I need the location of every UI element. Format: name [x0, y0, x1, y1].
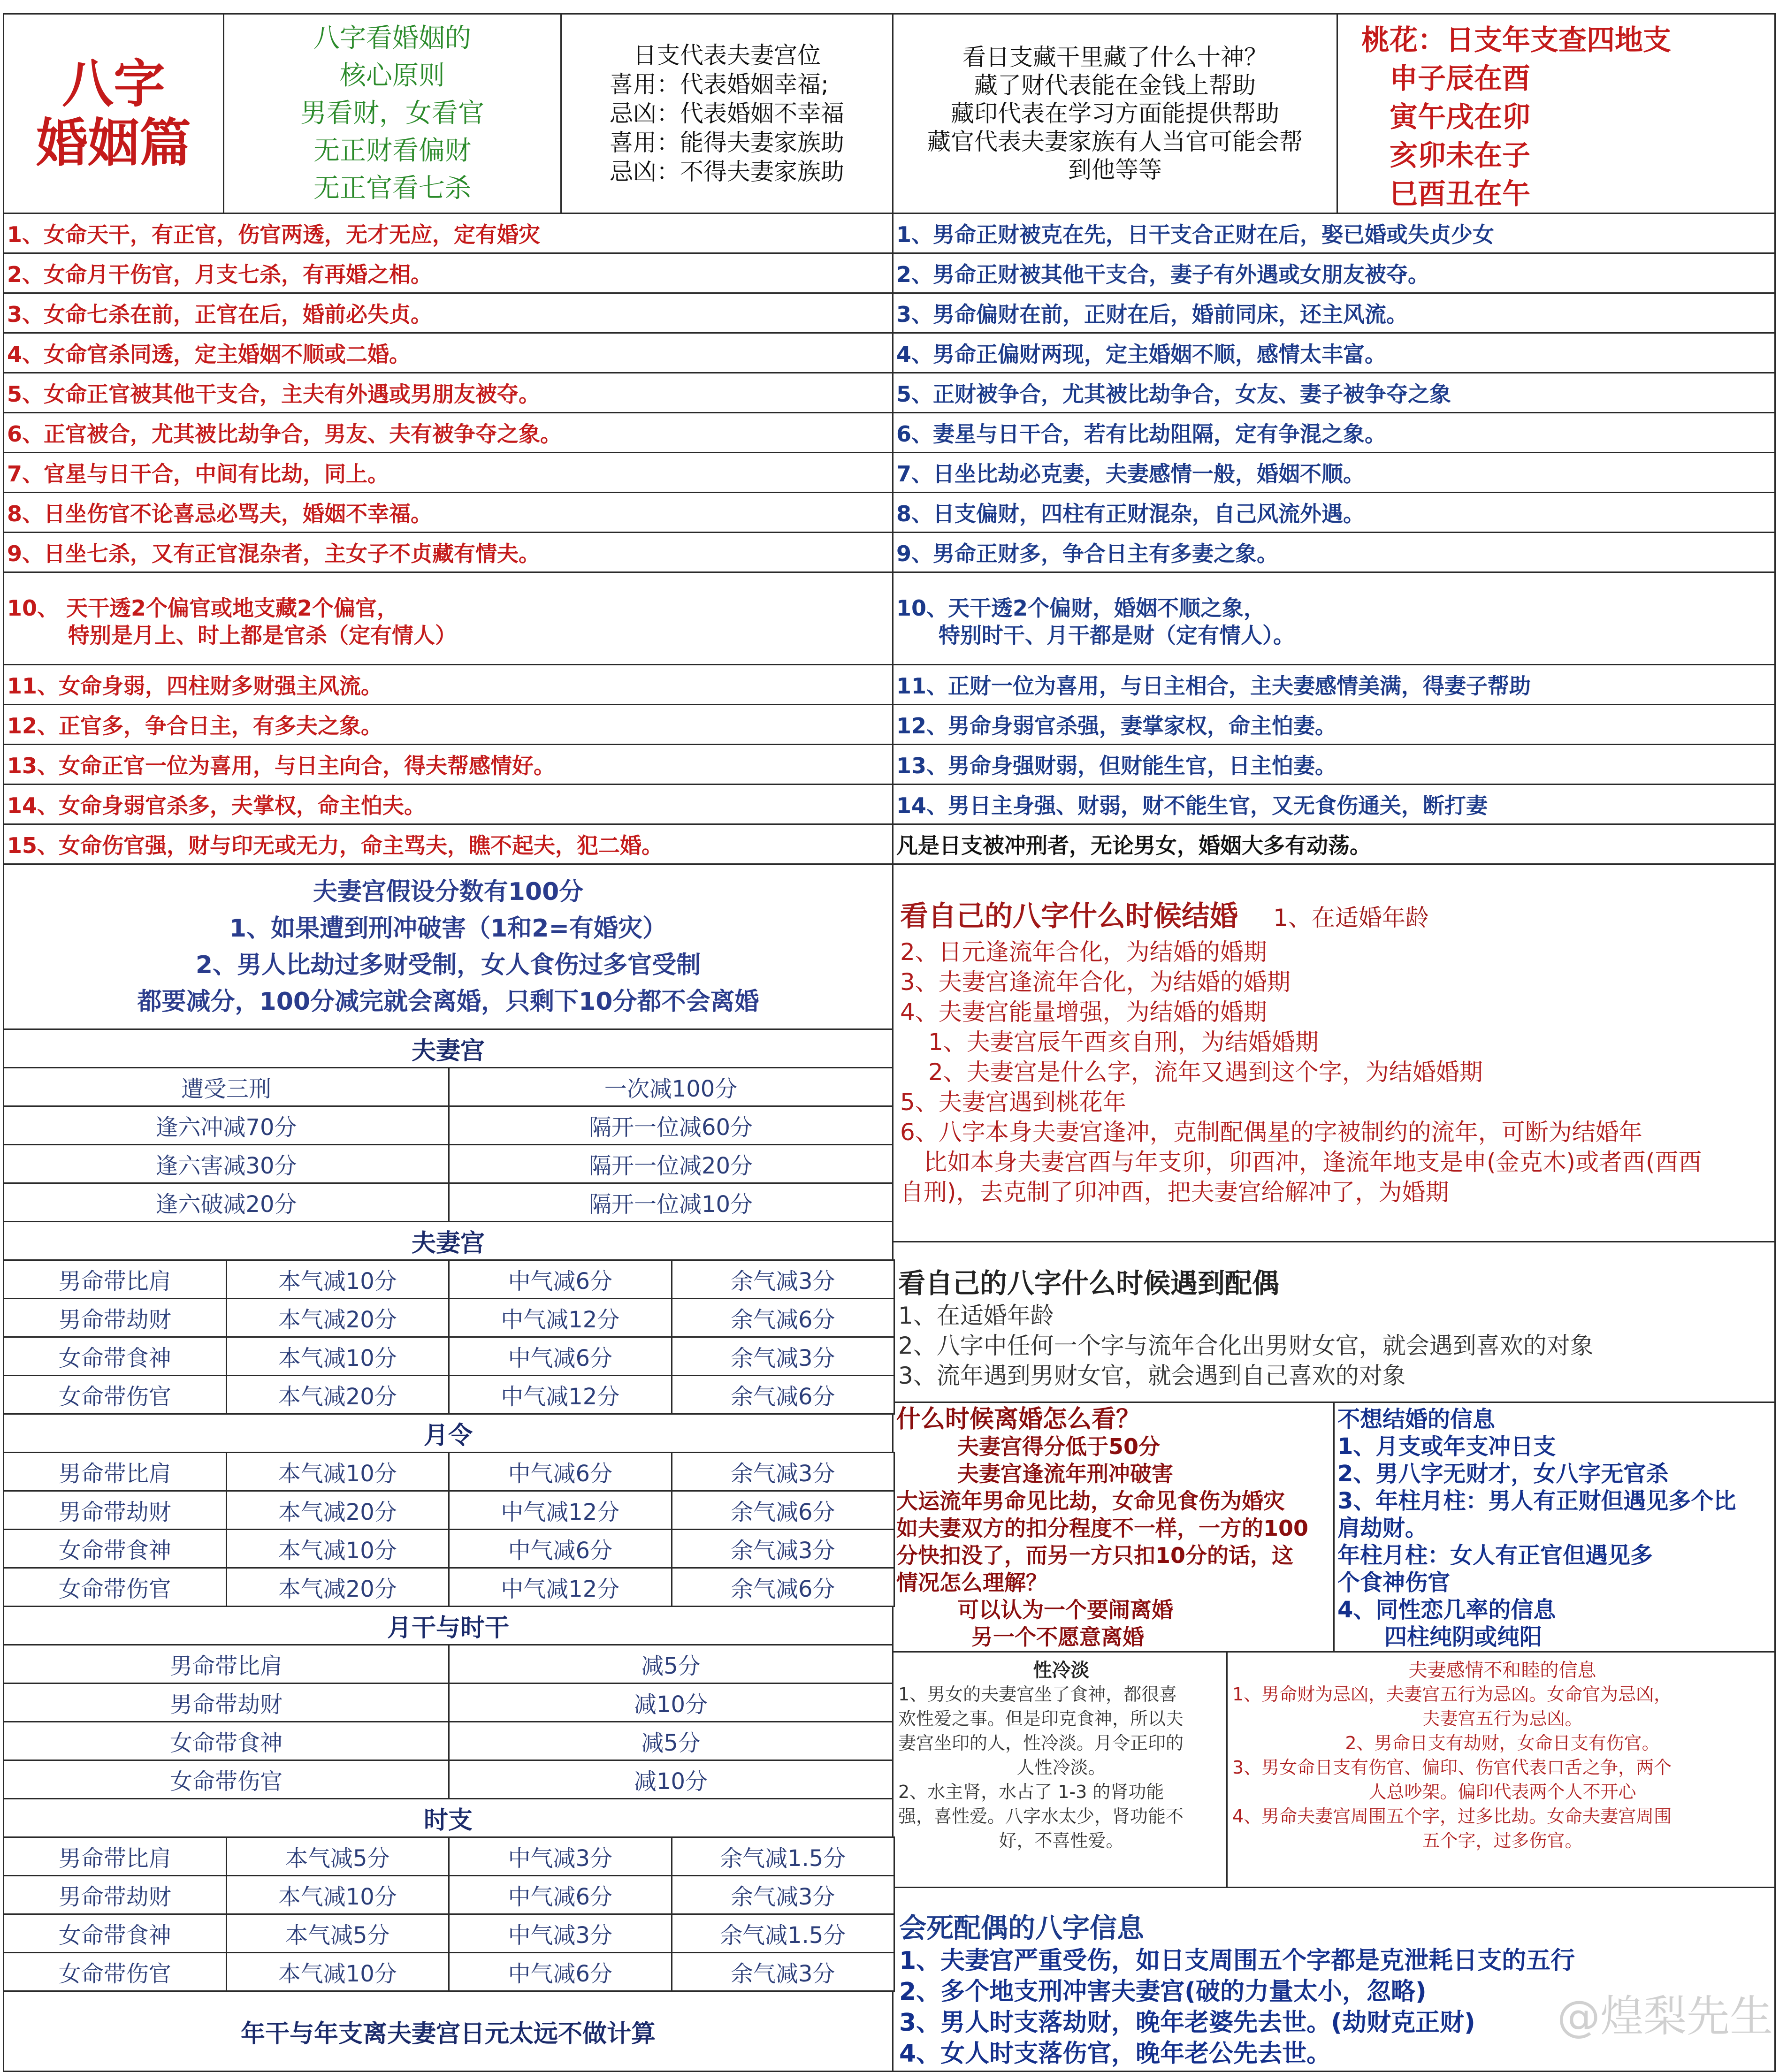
- table-cell: 本气减10分: [226, 1452, 450, 1492]
- discord-line: 五个字，过多伤官。: [1422, 1830, 1583, 1851]
- marry-when-line: 2、夫妻宫是什么字，流年又遇到这个字，为结婚婚期: [928, 1059, 1483, 1086]
- table-cell: 余气减6分: [671, 1375, 895, 1415]
- marry-when-line: 6、八字本身夫妻宫逢冲，克制配偶星的字被制约的流年，可断为结婚年: [900, 1119, 1642, 1146]
- table-cell: 逢六害减30分: [3, 1144, 450, 1184]
- table-cell: 中气减6分: [448, 1336, 672, 1376]
- principle-line: 八字看婚姻的: [313, 23, 471, 53]
- table-cell: 男命带劫财: [3, 1490, 227, 1530]
- table-cell: 女命带伤官: [3, 1952, 227, 1992]
- table-cell: 中气减3分: [448, 1913, 672, 1953]
- no-marry-line: 4、同性恋几率的信息: [1337, 1597, 1556, 1623]
- rule-male-2: 2、男命正财被其他干支合，妻子有外遇或女朋友被夺。: [892, 252, 1776, 294]
- page-title-line1: 八字: [62, 53, 165, 114]
- no-marry-section: [1333, 1402, 1776, 1653]
- rule-male-7: 7、日坐比劫必克妻，夫妻感情一般，婚姻不顺。: [892, 452, 1776, 493]
- cold-line: 2、水主肾，水占了 1-3 的肾功能: [898, 1782, 1164, 1802]
- discord-line: 4、男命夫妻宫周围五个字，过多比劫。女命夫妻宫周围: [1232, 1806, 1672, 1827]
- table-cell: 余气减6分: [671, 1298, 895, 1338]
- marry-when-first: 1、在适婚年龄: [1273, 904, 1429, 931]
- rule-male-10: [892, 571, 1776, 665]
- score-intro-line: 都要减分，100分减完就会离婚，只剩下10分都不会离婚: [137, 987, 759, 1016]
- table-cell: 隔开一位减10分: [448, 1182, 894, 1222]
- table-cell: 隔开一位减20分: [448, 1144, 894, 1184]
- table-cell: 中气减3分: [448, 1836, 672, 1876]
- cold-section: [892, 1651, 1228, 1888]
- death-line: 4、女人时支落伤官，晚年老公先去世。: [899, 2040, 1331, 2068]
- canggan-line: 藏印代表在学习方面能提供帮助: [951, 100, 1279, 127]
- discord-line: 人总吵架。偏印代表两个人不开心: [1368, 1782, 1636, 1802]
- rule-female-7: 7、官星与日干合，中间有比劫，同上。: [3, 452, 894, 493]
- table-cell: 本气减10分: [226, 1529, 450, 1569]
- rule-male-6: 6、妻星与日干合，若有比劫阻隔，定有争混之象。: [892, 412, 1776, 453]
- principle-line: 无正财看偏财: [313, 136, 471, 166]
- death-title: 会死配偶的八字信息: [899, 1912, 1145, 1944]
- discord-line: 1、男命财为忌凶，夫妻宫五行为忌凶。女命官为忌凶，: [1232, 1684, 1672, 1705]
- rule-male-3: 3、男命偏财在前，正财在后，婚前同床，还主风流。: [892, 292, 1776, 334]
- canggan-cell: [892, 13, 1338, 214]
- taohua-line: 亥卯未在子: [1390, 139, 1530, 172]
- table-cell: 女命带食神: [3, 1913, 227, 1953]
- table-cell: 减10分: [448, 1760, 894, 1799]
- table-cell: 余气减3分: [671, 1452, 895, 1492]
- table-cell: 女命带伤官: [3, 1567, 227, 1607]
- rule-female-11: 11、女命身弱，四柱财多财强主风流。: [3, 664, 894, 705]
- rizhi-cell: [560, 13, 894, 214]
- marry-when-line: 5、夫妻宫遇到桃花年: [900, 1089, 1126, 1116]
- principle-cell: [223, 13, 562, 214]
- discord-section: [1226, 1651, 1776, 1888]
- canggan-line: 看日支藏干里藏了什么十神？: [962, 44, 1268, 71]
- rule-male-4: 4、男命正偏财两现，定主婚姻不顺，感情太丰富。: [892, 332, 1776, 373]
- table-cell: 本气减5分: [226, 1836, 450, 1876]
- rule-female-14: 14、女命身弱官杀多，夫掌权，命主怕夫。: [3, 784, 894, 825]
- table-cell: 一次减100分: [448, 1067, 894, 1107]
- table-cell: 本气减20分: [226, 1375, 450, 1415]
- divorce-line: 另一个不愿意离婚: [971, 1624, 1144, 1650]
- rule-female-2: 2、女命月干伤官，月支七杀，有再婚之相。: [3, 252, 894, 294]
- table-cell: 中气减12分: [448, 1490, 672, 1530]
- table-cell: 男命带比肩: [3, 1644, 450, 1684]
- table-cell: 中气减12分: [448, 1375, 672, 1415]
- discord-line: 2、男命日支有劫财，女命日支有伤官。: [1345, 1733, 1660, 1753]
- table-cell: 余气减3分: [671, 1259, 895, 1299]
- table-cell: 女命带伤官: [3, 1375, 227, 1415]
- table-cell: 余气减3分: [671, 1952, 895, 1992]
- table-cell: 余气减1.5分: [671, 1913, 895, 1953]
- section-header: 月干与时干: [3, 1606, 894, 1645]
- rizhi-line: 忌凶：不得夫妻家族助: [610, 158, 844, 185]
- rizhi-line: 忌凶：代表婚姻不幸福: [610, 100, 844, 127]
- discord-title: 夫妻感情不和睦的信息: [1408, 1660, 1596, 1681]
- rule-male-8: 8、日支偏财，四柱有正财混杂，自己风流外遇。: [892, 492, 1776, 533]
- score-footer: 年干与年支离夫妻宫日元太远不做计算: [3, 1990, 894, 2072]
- death-section: [892, 1887, 1776, 2072]
- watermark: @煌梨先生: [1557, 1991, 1773, 2042]
- meet-spouse-section: [892, 1241, 1776, 1403]
- taohua-line: 寅午戌在卯: [1390, 101, 1530, 134]
- death-line: 1、夫妻宫严重受伤，如日支周围五个字都是克泄耗日支的五行: [899, 1947, 1575, 1975]
- meet-spouse-title: 看自己的八字什么时候遇到配偶: [898, 1267, 1280, 1299]
- rule-general: 凡是日支被冲刑者，无论男女，婚姻大多有动荡。: [892, 823, 1776, 865]
- divorce-line: 夫妻宫得分低于50分: [957, 1434, 1161, 1459]
- taohua-cell: [1336, 13, 1776, 214]
- no-marry-line: 3、年柱月柱：男人有正财但遇见多个比: [1337, 1488, 1736, 1514]
- marry-when-list: [900, 937, 1774, 1207]
- no-marry-line: 肩劫财。: [1337, 1515, 1428, 1541]
- divorce-line: 大运流年男命见比劫，女命见食伤为婚灾: [896, 1488, 1285, 1514]
- table-cell: 余气减3分: [671, 1336, 895, 1376]
- no-marry-title: 不想结婚的信息: [1337, 1406, 1496, 1432]
- principle-line: 核心原则: [340, 61, 445, 91]
- table-cell: 本气减20分: [226, 1490, 450, 1530]
- table-cell: 逢六破减20分: [3, 1182, 450, 1222]
- table-cell: 中气减12分: [448, 1298, 672, 1338]
- marry-when-line: 4、夫妻宫能量增强，为结婚的婚期: [900, 998, 1267, 1026]
- table-cell: 减5分: [448, 1644, 894, 1684]
- divorce-line: 夫妻宫逢流年刑冲破害: [957, 1461, 1173, 1486]
- title-cell: [3, 13, 224, 214]
- rule-male-5: 5、正财被争合，尤其被比劫争合，女友、妻子被争夺之象: [892, 372, 1776, 413]
- rule-female-1: 1、女命天干，有正官，伤官两透，无才无应，定有婚灾: [3, 213, 894, 254]
- divorce-title: 什么时候离婚怎么看？: [896, 1405, 1141, 1433]
- divorce-section: [892, 1402, 1335, 1653]
- cold-list: [898, 1682, 1224, 1853]
- no-marry-line: 2、男八字无财才，女八字无官杀: [1337, 1461, 1669, 1487]
- table-cell: 男命带比肩: [3, 1836, 227, 1876]
- cold-line: 强，喜性爱。八字水太少，肾功能不: [898, 1806, 1184, 1827]
- rule-male-11: 11、正财一位为喜用，与日主相合，主夫妻感情美满，得妻子帮助: [892, 664, 1776, 705]
- rule-female-13: 13、女命正官一位为喜用，与日主向合，得夫帮感情好。: [3, 744, 894, 785]
- meet-spouse-line: 2、八字中任何一个字与流年合化出男财女官，就会遇到喜欢的对象: [898, 1332, 1594, 1359]
- no-marry-line: 个食神伤官: [1337, 1569, 1451, 1596]
- table-cell: 本气减20分: [226, 1567, 450, 1607]
- table-cell: 男命带比肩: [3, 1452, 227, 1492]
- rule-female-10-line2: 特别是月上、时上都是官杀（定有情人）: [68, 623, 457, 648]
- table-cell: 本气减10分: [226, 1875, 450, 1915]
- meet-spouse-line: 1、在适婚年龄: [898, 1302, 1054, 1329]
- rule-female-10: [3, 571, 894, 665]
- table-cell: 中气减6分: [448, 1529, 672, 1569]
- meet-spouse-line: 3、流年遇到男财女官，就会遇到自己喜欢的对象: [898, 1362, 1406, 1389]
- table-cell: 本气减20分: [226, 1298, 450, 1338]
- divorce-line: 分快扣没了，而另一方只扣10分的话，这: [896, 1543, 1294, 1568]
- marry-when-line: 2、日元逢流年合化，为结婚的婚期: [900, 938, 1267, 966]
- table-cell: 中气减12分: [448, 1567, 672, 1607]
- no-marry-line: 年柱月柱：女人有正官但遇见多: [1337, 1542, 1653, 1569]
- discord-line: 夫妻宫五行为忌凶。: [1422, 1708, 1583, 1729]
- marry-when-line: 3、夫妻宫逢流年合化，为结婚的婚期: [900, 968, 1291, 996]
- page: [3, 13, 1776, 2072]
- table-cell: 减10分: [448, 1683, 894, 1722]
- score-intro-line: 夫妻宫假设分数有100分: [313, 877, 584, 906]
- no-marry-line: 四柱纯阴或纯阳: [1384, 1624, 1543, 1650]
- rizhi-line: 日支代表夫妻宫位: [633, 42, 821, 69]
- table-cell: 减5分: [448, 1721, 894, 1761]
- score-intro: [3, 863, 894, 1030]
- no-marry-line: 1、月支或年支冲日支: [1337, 1433, 1556, 1460]
- table-cell: 中气减6分: [448, 1952, 672, 1992]
- meet-spouse-list: [898, 1301, 1774, 1391]
- table-cell: 女命带食神: [3, 1336, 227, 1376]
- rule-male-10-line1: 10、天干透2个偏财，婚姻不顺之象，: [896, 595, 1266, 621]
- table-cell: 隔开一位减60分: [448, 1105, 894, 1145]
- table-cell: 男命带劫财: [3, 1875, 227, 1915]
- canggan-line: 藏了财代表能在金钱上帮助: [974, 72, 1256, 99]
- canggan-line: 到他等等: [1068, 156, 1162, 183]
- discord-list: [1232, 1682, 1772, 1853]
- taohua-line: 申子辰在酉: [1390, 62, 1530, 95]
- table-cell: 遭受三刑: [3, 1067, 450, 1107]
- table-cell: 余气减6分: [671, 1490, 895, 1530]
- table-cell: 中气减6分: [448, 1875, 672, 1915]
- score-intro-line: 2、男人比劫过多财受制，女人食伤过多官受制: [195, 951, 701, 979]
- table-cell: 女命带食神: [3, 1721, 450, 1761]
- table-cell: 逢六冲减70分: [3, 1105, 450, 1145]
- table-cell: 女命带食神: [3, 1529, 227, 1569]
- cold-line: 欢性爱之事。但是印克食神，所以夫: [898, 1708, 1184, 1729]
- rule-female-10-line1: 10、 天干透2个偏官或地支藏2个偏官，: [7, 595, 399, 621]
- table-cell: 余气减1.5分: [671, 1836, 895, 1876]
- rule-female-6: 6、正官被合，尤其被比劫争合，男友、夫有被争夺之象。: [3, 412, 894, 453]
- section-header: 夫妻宫: [3, 1028, 894, 1068]
- divorce-line: 可以认为一个要闹离婚: [957, 1597, 1173, 1623]
- rule-male-10-line2: 特别时干、月干都是财（定有情人）。: [939, 623, 1295, 648]
- rule-male-9: 9、男命正财多，争合日主有多妻之象。: [892, 532, 1776, 573]
- cold-line: 妻宫坐印的人，性冷淡。月令正印的: [898, 1733, 1184, 1753]
- rule-female-8: 8、日坐伤官不论喜忌必骂夫，婚姻不幸福。: [3, 492, 894, 533]
- principle-line: 男看财，女看官: [300, 98, 484, 129]
- principle-line: 无正官看七杀: [313, 173, 471, 204]
- table-cell: 余气减6分: [671, 1567, 895, 1607]
- table-cell: 本气减5分: [226, 1913, 450, 1953]
- rule-male-12: 12、男命身弱官杀强，妻掌家权，命主怕妻。: [892, 704, 1776, 745]
- rule-male-13: 13、男命身强财弱，但财能生官，日主怕妻。: [892, 744, 1776, 785]
- cold-title: 性冷淡: [1033, 1660, 1090, 1681]
- death-line: 3、男人时支落劫财，晚年老婆先去世。(劫财克正财): [899, 2009, 1475, 2037]
- table-cell: 男命带劫财: [3, 1298, 227, 1338]
- table-cell: 女命带伤官: [3, 1760, 450, 1799]
- section-header: 月令: [3, 1413, 894, 1453]
- rizhi-line: 喜用：能得夫妻家族助: [610, 129, 844, 156]
- marry-when-title: 看自己的八字什么时候结婚: [900, 900, 1238, 933]
- table-cell: 余气减3分: [671, 1529, 895, 1569]
- marry-when-line: 自刑)，去克制了卯冲酉，把夫妻宫给解冲了，为婚期: [900, 1179, 1449, 1206]
- table-cell: 本气减10分: [226, 1952, 450, 1992]
- rule-female-12: 12、正官多，争合日主，有多夫之象。: [3, 704, 894, 745]
- cold-line: 好，不喜性爱。: [999, 1830, 1124, 1851]
- rule-female-4: 4、女命官杀同透，定主婚姻不顺或二婚。: [3, 332, 894, 373]
- table-cell: 中气减6分: [448, 1259, 672, 1299]
- discord-line: 3、男女命日支有伤官、偏印、伤官代表口舌之争，两个: [1232, 1757, 1672, 1778]
- table-cell: 男命带劫财: [3, 1683, 450, 1722]
- rule-female-5: 5、女命正官被其他干支合，主夫有外遇或男朋友被夺。: [3, 372, 894, 413]
- divorce-line: 情况怎么理解？: [896, 1570, 1047, 1595]
- divorce-line: 如夫妻双方的扣分程度不一样，一方的100: [896, 1516, 1309, 1541]
- page-title-line2: 婚姻篇: [36, 113, 191, 173]
- table-cell: 余气减3分: [671, 1875, 895, 1915]
- cold-line: 1、男女的夫妻宫坐了食神，都很喜: [898, 1684, 1177, 1705]
- marry-when-section: [892, 863, 1776, 1242]
- table-cell: 男命带比肩: [3, 1259, 227, 1299]
- rule-male-1: 1、男命正财被克在先，日干支合正财在后，娶已婚或失贞少女: [892, 213, 1776, 254]
- section-header: 夫妻宫: [3, 1221, 894, 1261]
- marry-when-line: 比如本身夫妻宫酉与年支卯，卯酉冲，逢流年地支是申(金克木)或者酉(酉酉: [924, 1149, 1702, 1176]
- taohua-line: 桃花：日支年支查四地支: [1361, 24, 1671, 57]
- score-intro-line: 1、如果遭到刑冲破害（1和2=有婚灾）: [229, 914, 667, 943]
- table-cell: 中气减6分: [448, 1452, 672, 1492]
- rule-female-9: 9、日坐七杀，又有正官混杂者，主女子不贞藏有情夫。: [3, 532, 894, 573]
- cold-line: 人性冷淡。: [1016, 1757, 1106, 1778]
- marry-when-line: 1、夫妻宫辰午酉亥自刑，为结婚婚期: [928, 1028, 1319, 1056]
- rule-male-14: 14、男日主身强、财弱，财不能生官，又无食伤通关，断打妻: [892, 784, 1776, 825]
- taohua-line: 巳酉丑在午: [1390, 178, 1530, 211]
- death-line: 2、多个地支刑冲害夫妻宫(破的力量太小，忽略): [899, 1978, 1427, 2006]
- table-cell: 本气减10分: [226, 1336, 450, 1376]
- rizhi-line: 喜用：代表婚姻幸福;: [610, 71, 829, 98]
- rule-female-15: 15、女命伤官强，财与印无或无力，命主骂夫，瞧不起夫，犯二婚。: [3, 823, 894, 865]
- section-header: 时支: [3, 1798, 894, 1838]
- table-cell: 本气减10分: [226, 1259, 450, 1299]
- canggan-line: 藏官代表夫妻家族有人当官可能会帮: [927, 128, 1303, 155]
- rule-female-3: 3、女命七杀在前，正官在后，婚前必失贞。: [3, 292, 894, 334]
